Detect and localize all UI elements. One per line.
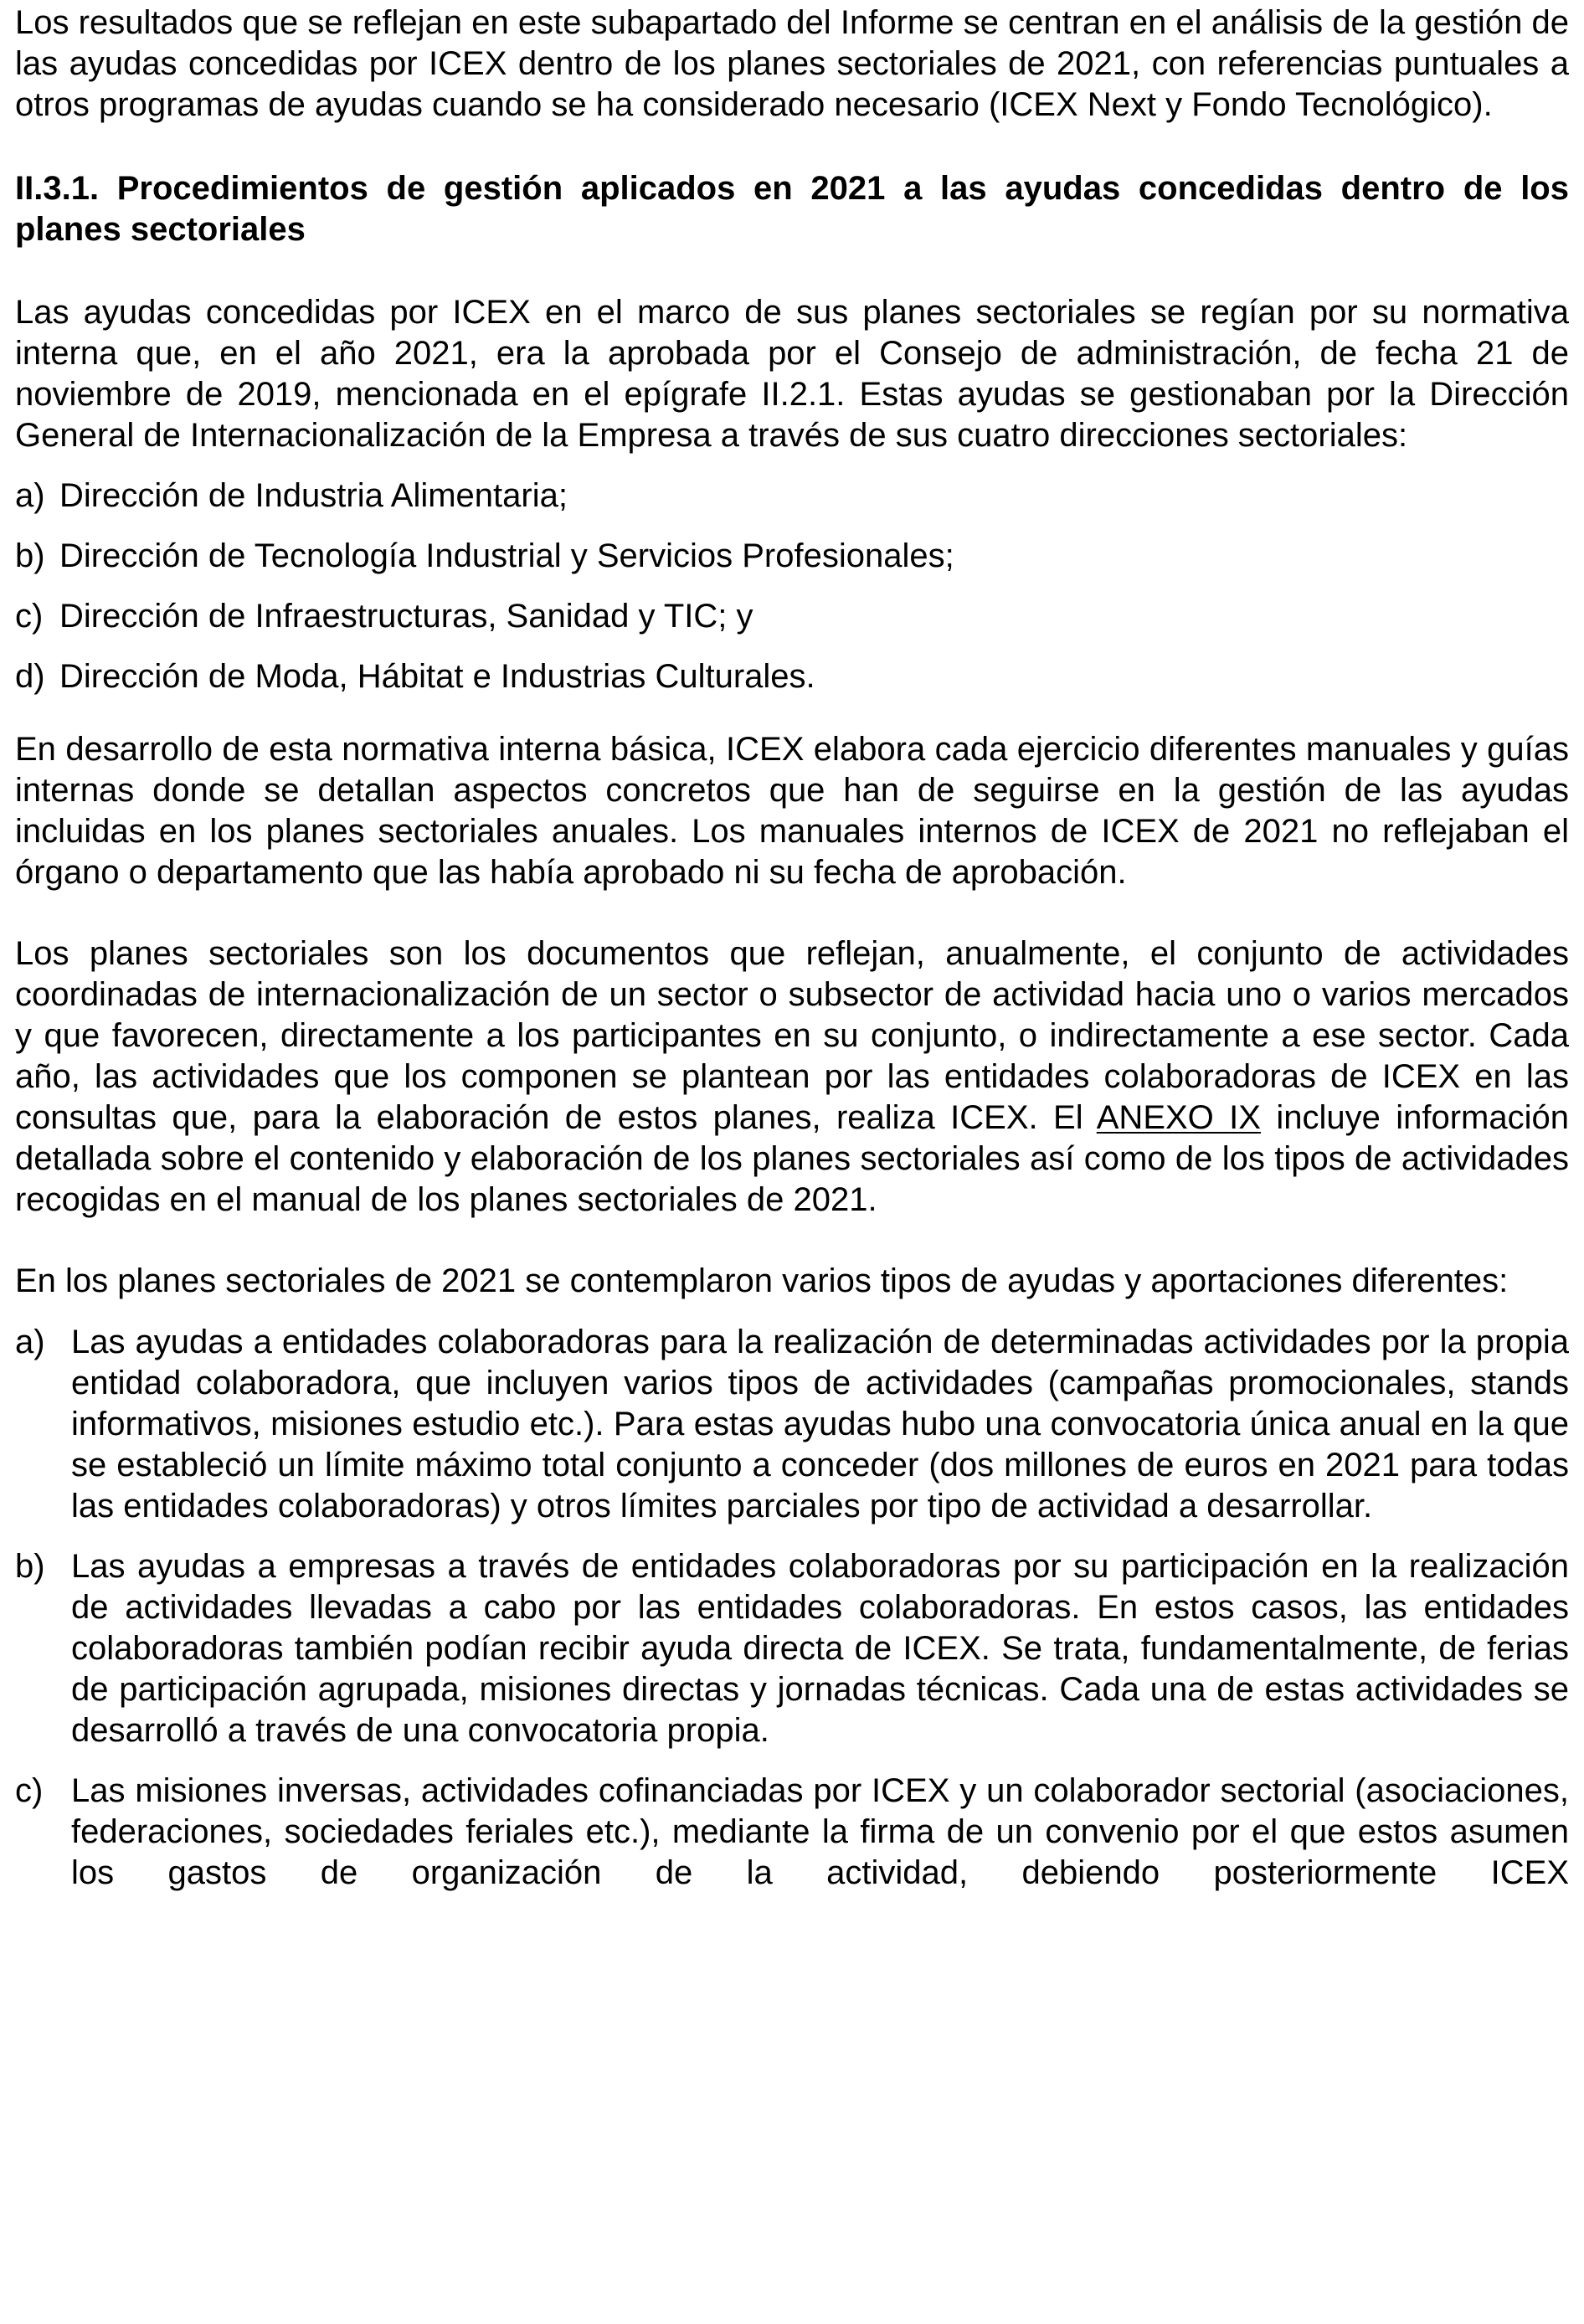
list-item-text: Las ayudas a empresas a través de entidades colaboradoras por su participación en la realización de actividades llevadas a cabo por las entidades colaboradoras. En estos casos, las entidades colaboradoras también podían recibir ayuda directa de ICEX. Se trata, fundamentalmente, de ferias de participación agrupada, misiones directas y jornadas técnicas. Cada una de estas actividades se desarrolló a través de una convocatoria propia. (71, 1548, 1569, 1749)
list-item (15, 476, 1569, 517)
list-item (15, 1771, 1569, 1894)
planes-text-after: incluye información detallada sobre el contenido y elaboración de los planes sectoriales así como de los tipos de actividades recogidas en el manual de los planes sectoriales de 2021. (15, 1099, 1569, 1218)
list-marker: c) (15, 598, 44, 635)
list-item-text: Dirección de Moda, Hábitat e Industrias Culturales. (59, 658, 815, 695)
list-item (15, 596, 1569, 637)
body-paragraph-normativa: Las ayudas concedidas por ICEX en el marco de sus planes sectoriales se regían por su normativa interna que, en el año 2021, era la aprobada por el Consejo de administración, de fecha 21 de noviembre de 2019, mencionada en el epígrafe II.2.1. Estas ayudas se gestionaban por la Dirección General de Internacionalización de la Empresa a través de sus cuatro direcciones sectoriales: (15, 294, 1569, 454)
list-item-text: Las misiones inversas, actividades cofinanciadas por ICEX y un colaborador sectorial (asociaciones, federaciones, sociedades feriales etc.), mediante la firma de un convenio por el que estos asumen los gastos de organización de la actividad, debiendo posteriormente ICEX (71, 1772, 1569, 1891)
list-item-text: Dirección de Infraestructuras, Sanidad y TIC; y (59, 598, 753, 635)
list-item-text: Las ayudas a entidades colaboradoras para la realización de determinadas actividades por la propia entidad colaboradora, que incluyen varios tipos de actividades (campañas promocionales, stands informativos, misiones estudio etc.). Para estas ayudas hubo una convocatoria única anual en la que se estableció un límite máximo total conjunto a conceder (dos millones de euros en 2021 para todas las entidades colaboradoras) y otros límites parciales por tipo de actividad a desarrollar. (71, 1324, 1569, 1524)
body-paragraph-planes (15, 933, 1569, 1221)
planes-text-before: Los planes sectoriales son los documentos que reflejan, anualmente, el conjunto de actividades coordinadas de internacionalización de un sector o subsector de actividad hacia uno o varios mercados y que favorecen, directamente a los participantes en su conjunto, o indirectamente a ese sector. Cada año, las actividades que los componen se plantean por las entidades colaboradoras de ICEX en las consultas que, para la elaboración de estos planes, realiza ICEX. El (15, 935, 1569, 1136)
list-marker: b) (15, 537, 45, 574)
document-page (15, 0, 1569, 1894)
list-marker: d) (15, 658, 45, 695)
list-item-text: Dirección de Tecnología Industrial y Servicios Profesionales; (59, 537, 954, 574)
list-item (15, 1322, 1569, 1527)
aid-types-list (15, 1322, 1569, 1894)
list-marker: b) (15, 1548, 45, 1585)
list-item (15, 536, 1569, 577)
list-marker: a) (15, 1324, 45, 1360)
body-paragraph-tipos: En los planes sectoriales de 2021 se contemplaron varios tipos de ayudas y aportaciones diferentes: (15, 1262, 1509, 1299)
list-marker: c) (15, 1772, 44, 1809)
list-marker: a) (15, 477, 45, 514)
directions-list (15, 476, 1569, 697)
list-item (15, 656, 1569, 697)
list-item-text: Dirección de Industria Alimentaria; (59, 477, 568, 514)
anexo-ix-link[interactable]: ANEXO IX (1096, 1099, 1261, 1136)
body-paragraph-manuales: En desarrollo de esta normativa interna básica, ICEX elabora cada ejercicio diferentes manuales y guías internas donde se detallan aspectos concretos que han de seguirse en la gestión de las ayudas incluidas en los planes sectoriales anuales. Los manuales internos de ICEX de 2021 no reflejaban el órgano o departamento que las había aprobado ni su fecha de aprobación. (15, 731, 1569, 891)
section-heading: II.3.1. Procedimientos de gestión aplicados en 2021 a las ayudas concedidas dentro de los planes sectoriales (15, 170, 1569, 248)
list-item (15, 1546, 1569, 1751)
intro-paragraph: Los resultados que se reflejan en este subapartado del Informe se centran en el análisis de la gestión de las ayudas concedidas por ICEX dentro de los planes sectoriales de 2021, con referencias puntuales a otros programas de ayudas cuando se ha considerado necesario (ICEX Next y Fondo Tecnológico). (15, 4, 1569, 123)
